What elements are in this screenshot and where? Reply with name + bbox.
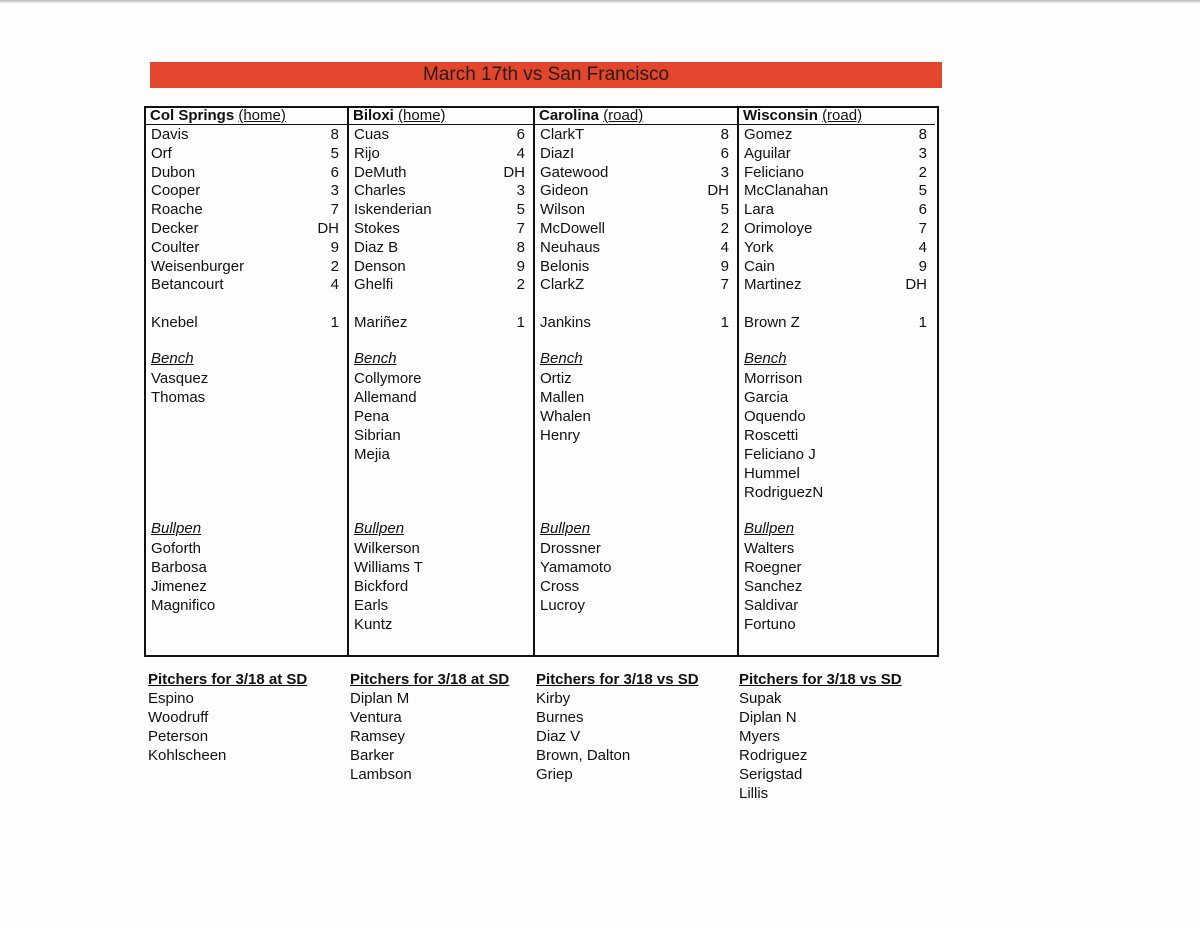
player-name: Wilson	[540, 201, 586, 219]
pitchers-title: Pitchers for 3/18 at SD	[350, 671, 510, 688]
pitcher-name: Rodriguez	[739, 747, 808, 764]
bench-player: Hummel	[744, 464, 800, 482]
lineup-row	[349, 126, 533, 145]
team-header	[535, 108, 737, 125]
pitcher-name: Griep	[536, 766, 573, 783]
bullpen-pitcher: Earls	[354, 596, 389, 614]
lineup-row	[535, 182, 737, 201]
player-name: ClarkZ	[540, 276, 585, 294]
lineup-row	[739, 164, 935, 183]
roster-table	[144, 106, 939, 657]
player-position: DH	[707, 182, 729, 200]
lineup-row	[535, 258, 737, 277]
lineup-row	[146, 276, 347, 295]
lineup-row	[739, 145, 935, 164]
lineup-row	[739, 201, 935, 220]
starting-pitcher-row	[146, 314, 347, 333]
bench-label: Bench	[151, 350, 194, 367]
lineup-row	[146, 239, 347, 258]
bench-player: Roscetti	[744, 426, 799, 444]
team-location: (home)	[238, 107, 286, 124]
player-name: Belonis	[540, 257, 590, 275]
pitcher-name: Peterson	[148, 728, 209, 745]
bench-player: Vasquez	[151, 369, 209, 387]
player-name: Neuhaus	[540, 238, 601, 256]
bullpen-section	[349, 520, 533, 634]
bench-player: Allemand	[354, 388, 417, 406]
player-position: 3	[516, 182, 525, 200]
bullpen-pitcher: Williams T	[354, 558, 423, 576]
team-column	[146, 108, 349, 655]
player-position: DH	[317, 219, 339, 237]
lineup-row	[739, 258, 935, 277]
lineup-row	[739, 126, 935, 145]
pitcher-name: Myers	[739, 728, 780, 745]
player-name: Cuas	[354, 126, 390, 143]
player-name: York	[744, 238, 774, 256]
player-name: Stokes	[354, 219, 400, 237]
bench-player: Pena	[354, 407, 390, 425]
player-name: Charles	[354, 182, 406, 200]
pitchers-title: Pitchers for 3/18 vs SD	[536, 671, 699, 688]
player-position: 4	[720, 238, 729, 256]
bullpen-pitcher: Drossner	[540, 539, 601, 557]
pitcher-name: Kohlscheen	[148, 747, 227, 764]
pitcher-name: Barker	[350, 747, 395, 764]
player-position: 4	[330, 276, 339, 294]
bench-player: Morrison	[744, 369, 803, 387]
bullpen-pitcher: Jimenez	[151, 577, 207, 595]
team-location: (home)	[398, 107, 446, 124]
lineup-row	[535, 126, 737, 145]
bullpen-section	[535, 520, 737, 615]
player-position: 4	[918, 238, 927, 256]
lineup-row	[146, 126, 347, 145]
pitcher-name: Ventura	[350, 709, 402, 726]
player-position: 2	[918, 163, 927, 181]
starter-name: Knebel	[151, 314, 198, 331]
lineup-row	[146, 164, 347, 183]
player-name: DiazI	[540, 144, 575, 162]
pitchers-column	[350, 670, 509, 784]
starter-position: 1	[918, 314, 927, 331]
lineup-row	[146, 182, 347, 201]
bullpen-pitcher: Bickford	[354, 577, 409, 595]
bullpen-pitcher: Barbosa	[151, 558, 207, 576]
starter-position: 1	[330, 314, 339, 331]
player-name: Coulter	[151, 238, 200, 256]
player-name: Martinez	[744, 276, 802, 294]
player-name: Davis	[151, 126, 189, 143]
player-name: DeMuth	[354, 163, 407, 181]
player-position: 6	[330, 163, 339, 181]
player-name: Orimoloye	[744, 219, 813, 237]
player-position: 9	[330, 238, 339, 256]
team-header	[349, 108, 533, 125]
player-position: 3	[720, 163, 729, 181]
lineup-row	[146, 220, 347, 239]
bench-player: Mallen	[540, 388, 585, 406]
bullpen-pitcher: Cross	[540, 577, 580, 595]
bullpen-pitcher: Lucroy	[540, 596, 586, 614]
team-column	[535, 108, 739, 655]
lineup-row	[739, 276, 935, 295]
page-title: March 17th vs San Francisco	[150, 62, 942, 88]
player-position: 5	[516, 201, 525, 219]
pitchers-title: Pitchers for 3/18 at SD	[148, 671, 308, 688]
lineup-row	[146, 258, 347, 277]
bench-player: Garcia	[744, 388, 789, 406]
player-name: Iskenderian	[354, 201, 432, 219]
pitchers-column	[536, 670, 699, 784]
starter-position: 1	[516, 314, 525, 331]
player-position: 3	[918, 144, 927, 162]
team-header	[739, 108, 935, 125]
team-header	[146, 108, 347, 125]
pitcher-name: Diplan M	[350, 690, 410, 707]
player-name: McDowell	[540, 219, 606, 237]
player-position: 7	[330, 201, 339, 219]
team-name: Wisconsin	[743, 107, 818, 124]
bench-section	[535, 350, 737, 445]
bullpen-label: Bullpen	[151, 520, 202, 537]
lineup-row	[739, 239, 935, 258]
team-location: (road)	[603, 107, 644, 124]
bench-player: RodriguezN	[744, 483, 824, 501]
lineup-row	[739, 182, 935, 201]
player-name: Gideon	[540, 182, 589, 200]
lineup-row	[349, 276, 533, 295]
bench-player: Oquendo	[744, 407, 806, 425]
bullpen-pitcher: Wilkerson	[354, 539, 420, 557]
player-name: Ghelfi	[354, 276, 394, 294]
lineup-row	[535, 164, 737, 183]
team-name: Biloxi	[353, 107, 394, 124]
player-position: DH	[905, 276, 927, 294]
player-position: 2	[720, 219, 729, 237]
player-position: 2	[516, 276, 525, 294]
player-position: 6	[918, 201, 927, 219]
pitcher-name: Supak	[739, 690, 782, 707]
pitchers-column	[148, 670, 307, 765]
player-position: 9	[516, 257, 525, 275]
player-name: Diaz B	[354, 238, 399, 256]
player-name: Gatewood	[540, 163, 609, 181]
player-name: ClarkT	[540, 126, 585, 143]
player-name: Feliciano	[744, 163, 805, 181]
lineup-row	[349, 182, 533, 201]
player-position: 8	[330, 126, 339, 143]
lineup-row	[739, 220, 935, 239]
lineup-row	[146, 145, 347, 164]
player-name: Betancourt	[151, 276, 224, 294]
lineup-row	[535, 201, 737, 220]
player-position: 8	[720, 126, 729, 143]
bullpen-label: Bullpen	[354, 520, 405, 537]
player-position: 5	[720, 201, 729, 219]
starter-name: Mariñez	[354, 314, 408, 331]
team-column	[349, 108, 535, 655]
player-position: 6	[516, 126, 525, 143]
player-name: Denson	[354, 257, 406, 275]
lineup-row	[349, 164, 533, 183]
player-position: 5	[918, 182, 927, 200]
player-position: 3	[330, 182, 339, 200]
bench-player: Collymore	[354, 369, 422, 387]
player-position: 9	[720, 257, 729, 275]
team-name: Carolina	[539, 107, 600, 124]
bullpen-pitcher: Magnifico	[151, 596, 216, 614]
pitcher-name: Serigstad	[739, 766, 803, 783]
player-name: McClanahan	[744, 182, 829, 200]
bench-label: Bench	[540, 350, 583, 367]
lineup-row	[146, 201, 347, 220]
bench-section	[349, 350, 533, 464]
starting-pitcher-row	[535, 314, 737, 333]
pitcher-name: Diaz V	[536, 728, 581, 745]
player-position: 8	[516, 238, 525, 256]
pitcher-name: Woodruff	[148, 709, 209, 726]
bench-label: Bench	[744, 350, 787, 367]
bench-player: Henry	[540, 426, 581, 444]
bullpen-pitcher: Saldivar	[744, 596, 799, 614]
player-position: 4	[516, 144, 525, 162]
bench-player: Whalen	[540, 407, 591, 425]
pitcher-name: Kirby	[536, 690, 571, 707]
player-name: Gomez	[744, 126, 793, 143]
team-column	[739, 108, 935, 655]
player-name: Aguilar	[744, 144, 791, 162]
bench-player: Feliciano J	[744, 445, 816, 463]
bench-player: Sibrian	[354, 426, 401, 444]
lineup	[146, 126, 347, 295]
player-position: 6	[720, 144, 729, 162]
pitchers-title: Pitchers for 3/18 vs SD	[739, 671, 902, 688]
lineup-row	[349, 239, 533, 258]
bullpen-label: Bullpen	[540, 520, 591, 537]
pitcher-name: Diplan N	[739, 709, 797, 726]
team-name: Col Springs	[150, 107, 235, 124]
starter-name: Brown Z	[744, 314, 800, 331]
bench-section	[739, 350, 935, 502]
lineup-row	[535, 239, 737, 258]
player-name: Orf	[151, 144, 172, 162]
player-name: Weisenburger	[151, 257, 245, 275]
bench-label: Bench	[354, 350, 397, 367]
player-position: 8	[918, 126, 927, 143]
lineup-row	[349, 220, 533, 239]
bench-section	[146, 350, 347, 407]
starting-pitcher-row	[349, 314, 533, 333]
bullpen-section	[739, 520, 935, 634]
lineup-row	[349, 258, 533, 277]
bullpen-pitcher: Goforth	[151, 539, 202, 557]
player-position: DH	[503, 163, 525, 181]
player-name: Lara	[744, 201, 775, 219]
player-name: Cain	[744, 257, 775, 275]
player-name: Roache	[151, 201, 203, 219]
lineup-row	[349, 201, 533, 220]
pitcher-name: Brown, Dalton	[536, 747, 631, 764]
player-name: Rijo	[354, 144, 380, 162]
lineup-row	[535, 276, 737, 295]
player-name: Decker	[151, 219, 199, 237]
bullpen-pitcher: Fortuno	[744, 615, 796, 633]
bullpen-pitcher: Yamamoto	[540, 558, 612, 576]
bullpen-pitcher: Roegner	[744, 558, 802, 576]
pitcher-name: Lambson	[350, 766, 412, 783]
player-name: Cooper	[151, 182, 201, 200]
lineup-row	[349, 145, 533, 164]
lineup-row	[535, 145, 737, 164]
bullpen-pitcher: Kuntz	[354, 615, 393, 633]
lineup-row	[535, 220, 737, 239]
pitchers-column	[739, 670, 902, 803]
lineup	[349, 126, 533, 295]
bullpen-pitcher: Sanchez	[744, 577, 803, 595]
bullpen-label: Bullpen	[744, 520, 795, 537]
player-position: 7	[918, 219, 927, 237]
lineup	[535, 126, 737, 295]
pitcher-name: Burnes	[536, 709, 584, 726]
bench-player: Thomas	[151, 388, 206, 406]
starting-pitcher-row	[739, 314, 935, 333]
team-location: (road)	[822, 107, 863, 124]
scan-edge	[0, 0, 1200, 3]
lineup	[739, 126, 935, 295]
player-position: 2	[330, 257, 339, 275]
player-position: 7	[720, 276, 729, 294]
starter-name: Jankins	[540, 314, 591, 331]
bench-player: Mejia	[354, 445, 390, 463]
bullpen-section	[146, 520, 347, 615]
bench-player: Ortiz	[540, 369, 572, 387]
player-position: 7	[516, 219, 525, 237]
pitcher-name: Lillis	[739, 785, 769, 802]
player-name: Dubon	[151, 163, 196, 181]
player-position: 9	[918, 257, 927, 275]
pitcher-name: Ramsey	[350, 728, 406, 745]
player-position: 5	[330, 144, 339, 162]
bullpen-pitcher: Walters	[744, 539, 795, 557]
pitcher-name: Espino	[148, 690, 194, 707]
starter-position: 1	[720, 314, 729, 331]
